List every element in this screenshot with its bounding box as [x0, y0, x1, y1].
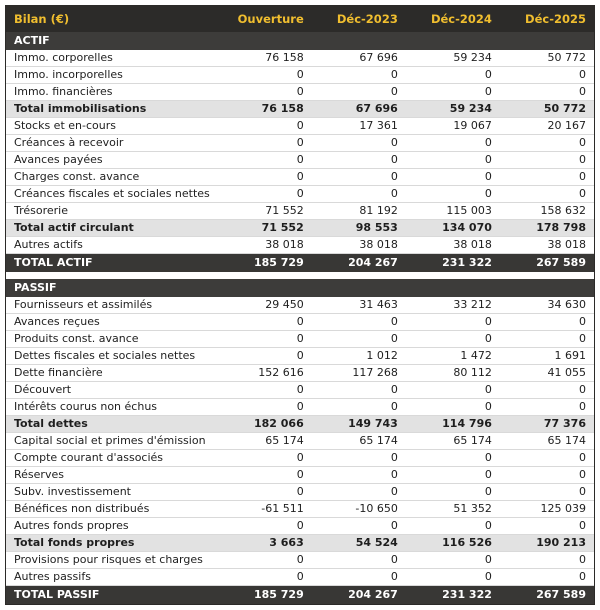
table-row	[6, 50, 594, 67]
row-label: Immo. corporelles	[6, 50, 218, 67]
row-label: Autres actifs	[6, 237, 218, 254]
cell-value: 0	[406, 382, 500, 399]
row-label: Autres passifs	[6, 569, 218, 586]
total-passif-row	[6, 586, 594, 605]
cell-value: 0	[500, 67, 594, 84]
cell-value: 0	[406, 169, 500, 186]
cell-value: 0	[406, 399, 500, 416]
cell-value: 0	[406, 186, 500, 203]
cell-value: 0	[500, 484, 594, 501]
cell-value: 0	[312, 186, 406, 203]
cell-value: 67 696	[312, 101, 406, 118]
cell-value: 0	[312, 518, 406, 535]
table-row	[6, 169, 594, 186]
cell-value: 267 589	[500, 586, 594, 605]
cell-value: 0	[500, 450, 594, 467]
cell-value: 31 463	[312, 297, 406, 314]
row-label: Immo. incorporelles	[6, 67, 218, 84]
row-label: Dettes fiscales et sociales nettes	[6, 348, 218, 365]
table-row	[6, 518, 594, 535]
cell-value: 50 772	[500, 50, 594, 67]
cell-value: 34 630	[500, 297, 594, 314]
cell-value: 0	[406, 152, 500, 169]
cell-value: 0	[406, 552, 500, 569]
cell-value: 50 772	[500, 101, 594, 118]
cell-value: 0	[500, 152, 594, 169]
table-row	[6, 569, 594, 586]
cell-value: 0	[218, 518, 312, 535]
cell-value: 0	[406, 84, 500, 101]
cell-value: 0	[406, 450, 500, 467]
cell-value: 81 192	[312, 203, 406, 220]
cell-value: 0	[312, 450, 406, 467]
table-row	[6, 186, 594, 203]
cell-value: 0	[500, 399, 594, 416]
total-actif-row	[6, 254, 594, 273]
table-row	[6, 297, 594, 314]
row-label: Produits const. avance	[6, 331, 218, 348]
cell-value: 0	[218, 399, 312, 416]
row-label: Autres fonds propres	[6, 518, 218, 535]
cell-value: 0	[406, 67, 500, 84]
cell-value: 0	[218, 186, 312, 203]
cell-value: 17 361	[312, 118, 406, 135]
cell-value: 65 174	[312, 433, 406, 450]
cell-value: 231 322	[406, 586, 500, 605]
cell-value: 185 729	[218, 254, 312, 273]
cell-value: 116 526	[406, 535, 500, 552]
cell-value: 19 067	[406, 118, 500, 135]
cell-value: 0	[218, 467, 312, 484]
cell-value: 0	[500, 135, 594, 152]
row-label: Fournisseurs et assimilés	[6, 297, 218, 314]
section-label: PASSIF	[6, 279, 594, 297]
cell-value: 71 552	[218, 220, 312, 237]
table-row	[6, 348, 594, 365]
table-row	[6, 484, 594, 501]
section-spacer	[6, 272, 594, 279]
section-label: ACTIF	[6, 32, 594, 50]
cell-value: 20 167	[500, 118, 594, 135]
cell-value: 149 743	[312, 416, 406, 433]
subtotal-row	[6, 535, 594, 552]
cell-value: 65 174	[218, 433, 312, 450]
cell-value: 54 524	[312, 535, 406, 552]
cell-value: 38 018	[312, 237, 406, 254]
table-row	[6, 450, 594, 467]
cell-value: 65 174	[406, 433, 500, 450]
table-row	[6, 433, 594, 450]
cell-value: 51 352	[406, 501, 500, 518]
cell-value: 115 003	[406, 203, 500, 220]
cell-value: 190 213	[500, 535, 594, 552]
row-label: Subv. investissement	[6, 484, 218, 501]
cell-value: 0	[218, 552, 312, 569]
column-header-dec-2025: Déc-2025	[500, 6, 594, 32]
table-row	[6, 203, 594, 220]
table-row	[6, 314, 594, 331]
table-row	[6, 467, 594, 484]
cell-value: 0	[312, 135, 406, 152]
row-label: Total dettes	[6, 416, 218, 433]
table-row	[6, 552, 594, 569]
row-label: Avances payées	[6, 152, 218, 169]
table-row	[6, 118, 594, 135]
cell-value: -10 650	[312, 501, 406, 518]
cell-value: 204 267	[312, 586, 406, 605]
row-label: Total actif circulant	[6, 220, 218, 237]
row-label: Créances fiscales et sociales nettes	[6, 186, 218, 203]
balance-sheet-table	[5, 5, 595, 605]
row-label: Provisions pour risques et charges	[6, 552, 218, 569]
table-title: Bilan (€)	[6, 6, 218, 32]
row-label: Compte courant d'associés	[6, 450, 218, 467]
cell-value: 185 729	[218, 586, 312, 605]
cell-value: 0	[218, 118, 312, 135]
column-header-dec-2023: Déc-2023	[312, 6, 406, 32]
row-label: Immo. financières	[6, 84, 218, 101]
cell-value: 0	[218, 135, 312, 152]
subtotal-row	[6, 416, 594, 433]
cell-value: 38 018	[218, 237, 312, 254]
table-row	[6, 152, 594, 169]
cell-value: 0	[312, 382, 406, 399]
cell-value: -61 511	[218, 501, 312, 518]
cell-value: 0	[406, 484, 500, 501]
cell-value: 114 796	[406, 416, 500, 433]
cell-value: 98 553	[312, 220, 406, 237]
row-label: Capital social et primes d'émission	[6, 433, 218, 450]
row-label: Créances à recevoir	[6, 135, 218, 152]
cell-value: 0	[312, 399, 406, 416]
cell-value: 0	[500, 169, 594, 186]
cell-value: 0	[406, 314, 500, 331]
cell-value: 0	[218, 67, 312, 84]
cell-value: 1 472	[406, 348, 500, 365]
cell-value: 3 663	[218, 535, 312, 552]
row-label: Charges const. avance	[6, 169, 218, 186]
cell-value: 0	[218, 331, 312, 348]
cell-value: 0	[312, 569, 406, 586]
table-row	[6, 501, 594, 518]
cell-value: 204 267	[312, 254, 406, 273]
cell-value: 1 012	[312, 348, 406, 365]
cell-value: 29 450	[218, 297, 312, 314]
cell-value: 0	[406, 135, 500, 152]
section-header-passif	[6, 279, 594, 297]
cell-value: 59 234	[406, 50, 500, 67]
row-label: Intérêts courus non échus	[6, 399, 218, 416]
cell-value: 0	[312, 484, 406, 501]
cell-value: 67 696	[312, 50, 406, 67]
cell-value: 1 691	[500, 348, 594, 365]
table-row	[6, 237, 594, 254]
cell-value: 0	[218, 382, 312, 399]
row-label: Bénéfices non distribués	[6, 501, 218, 518]
cell-value: 267 589	[500, 254, 594, 273]
cell-value: 152 616	[218, 365, 312, 382]
row-label: Découvert	[6, 382, 218, 399]
cell-value: 0	[312, 552, 406, 569]
cell-value: 71 552	[218, 203, 312, 220]
cell-value: 0	[218, 348, 312, 365]
table-row	[6, 399, 594, 416]
cell-value: 0	[500, 314, 594, 331]
cell-value: 38 018	[500, 237, 594, 254]
column-header-ouverture: Ouverture	[218, 6, 312, 32]
cell-value: 0	[312, 152, 406, 169]
cell-value: 178 798	[500, 220, 594, 237]
cell-value: 76 158	[218, 101, 312, 118]
cell-value: 0	[500, 84, 594, 101]
table-header-row	[6, 6, 594, 32]
cell-value: 0	[218, 152, 312, 169]
row-label: TOTAL PASSIF	[6, 586, 218, 605]
cell-value: 0	[312, 314, 406, 331]
cell-value: 231 322	[406, 254, 500, 273]
cell-value: 0	[312, 467, 406, 484]
cell-value: 0	[500, 569, 594, 586]
cell-value: 0	[406, 518, 500, 535]
table-row	[6, 84, 594, 101]
cell-value: 41 055	[500, 365, 594, 382]
cell-value: 80 112	[406, 365, 500, 382]
row-label: TOTAL ACTIF	[6, 254, 218, 273]
row-label: Total fonds propres	[6, 535, 218, 552]
cell-value: 0	[218, 314, 312, 331]
section-header-actif	[6, 32, 594, 50]
cell-value: 0	[312, 84, 406, 101]
row-label: Total immobilisations	[6, 101, 218, 118]
cell-value: 117 268	[312, 365, 406, 382]
cell-value: 0	[406, 569, 500, 586]
row-label: Réserves	[6, 467, 218, 484]
cell-value: 0	[218, 169, 312, 186]
cell-value: 0	[500, 467, 594, 484]
cell-value: 0	[406, 331, 500, 348]
cell-value: 77 376	[500, 416, 594, 433]
table-row	[6, 135, 594, 152]
column-header-dec-2024: Déc-2024	[406, 6, 500, 32]
cell-value: 0	[312, 67, 406, 84]
cell-value: 134 070	[406, 220, 500, 237]
table-row	[6, 67, 594, 84]
subtotal-row	[6, 101, 594, 118]
table-row	[6, 365, 594, 382]
cell-value: 0	[500, 552, 594, 569]
cell-value: 65 174	[500, 433, 594, 450]
cell-value: 0	[312, 331, 406, 348]
cell-value: 0	[218, 484, 312, 501]
cell-value: 0	[312, 169, 406, 186]
cell-value: 0	[218, 450, 312, 467]
row-label: Avances reçues	[6, 314, 218, 331]
table-row	[6, 382, 594, 399]
cell-value: 0	[500, 382, 594, 399]
cell-value: 158 632	[500, 203, 594, 220]
cell-value: 76 158	[218, 50, 312, 67]
cell-value: 0	[406, 467, 500, 484]
cell-value: 182 066	[218, 416, 312, 433]
bilan-table	[6, 6, 594, 604]
row-label: Dette financière	[6, 365, 218, 382]
cell-value: 0	[218, 569, 312, 586]
cell-value: 0	[218, 84, 312, 101]
cell-value: 33 212	[406, 297, 500, 314]
cell-value: 0	[500, 518, 594, 535]
cell-value: 38 018	[406, 237, 500, 254]
cell-value: 59 234	[406, 101, 500, 118]
cell-value: 125 039	[500, 501, 594, 518]
cell-value: 0	[500, 331, 594, 348]
row-label: Trésorerie	[6, 203, 218, 220]
cell-value: 0	[500, 186, 594, 203]
row-label: Stocks et en-cours	[6, 118, 218, 135]
table-row	[6, 331, 594, 348]
subtotal-row	[6, 220, 594, 237]
